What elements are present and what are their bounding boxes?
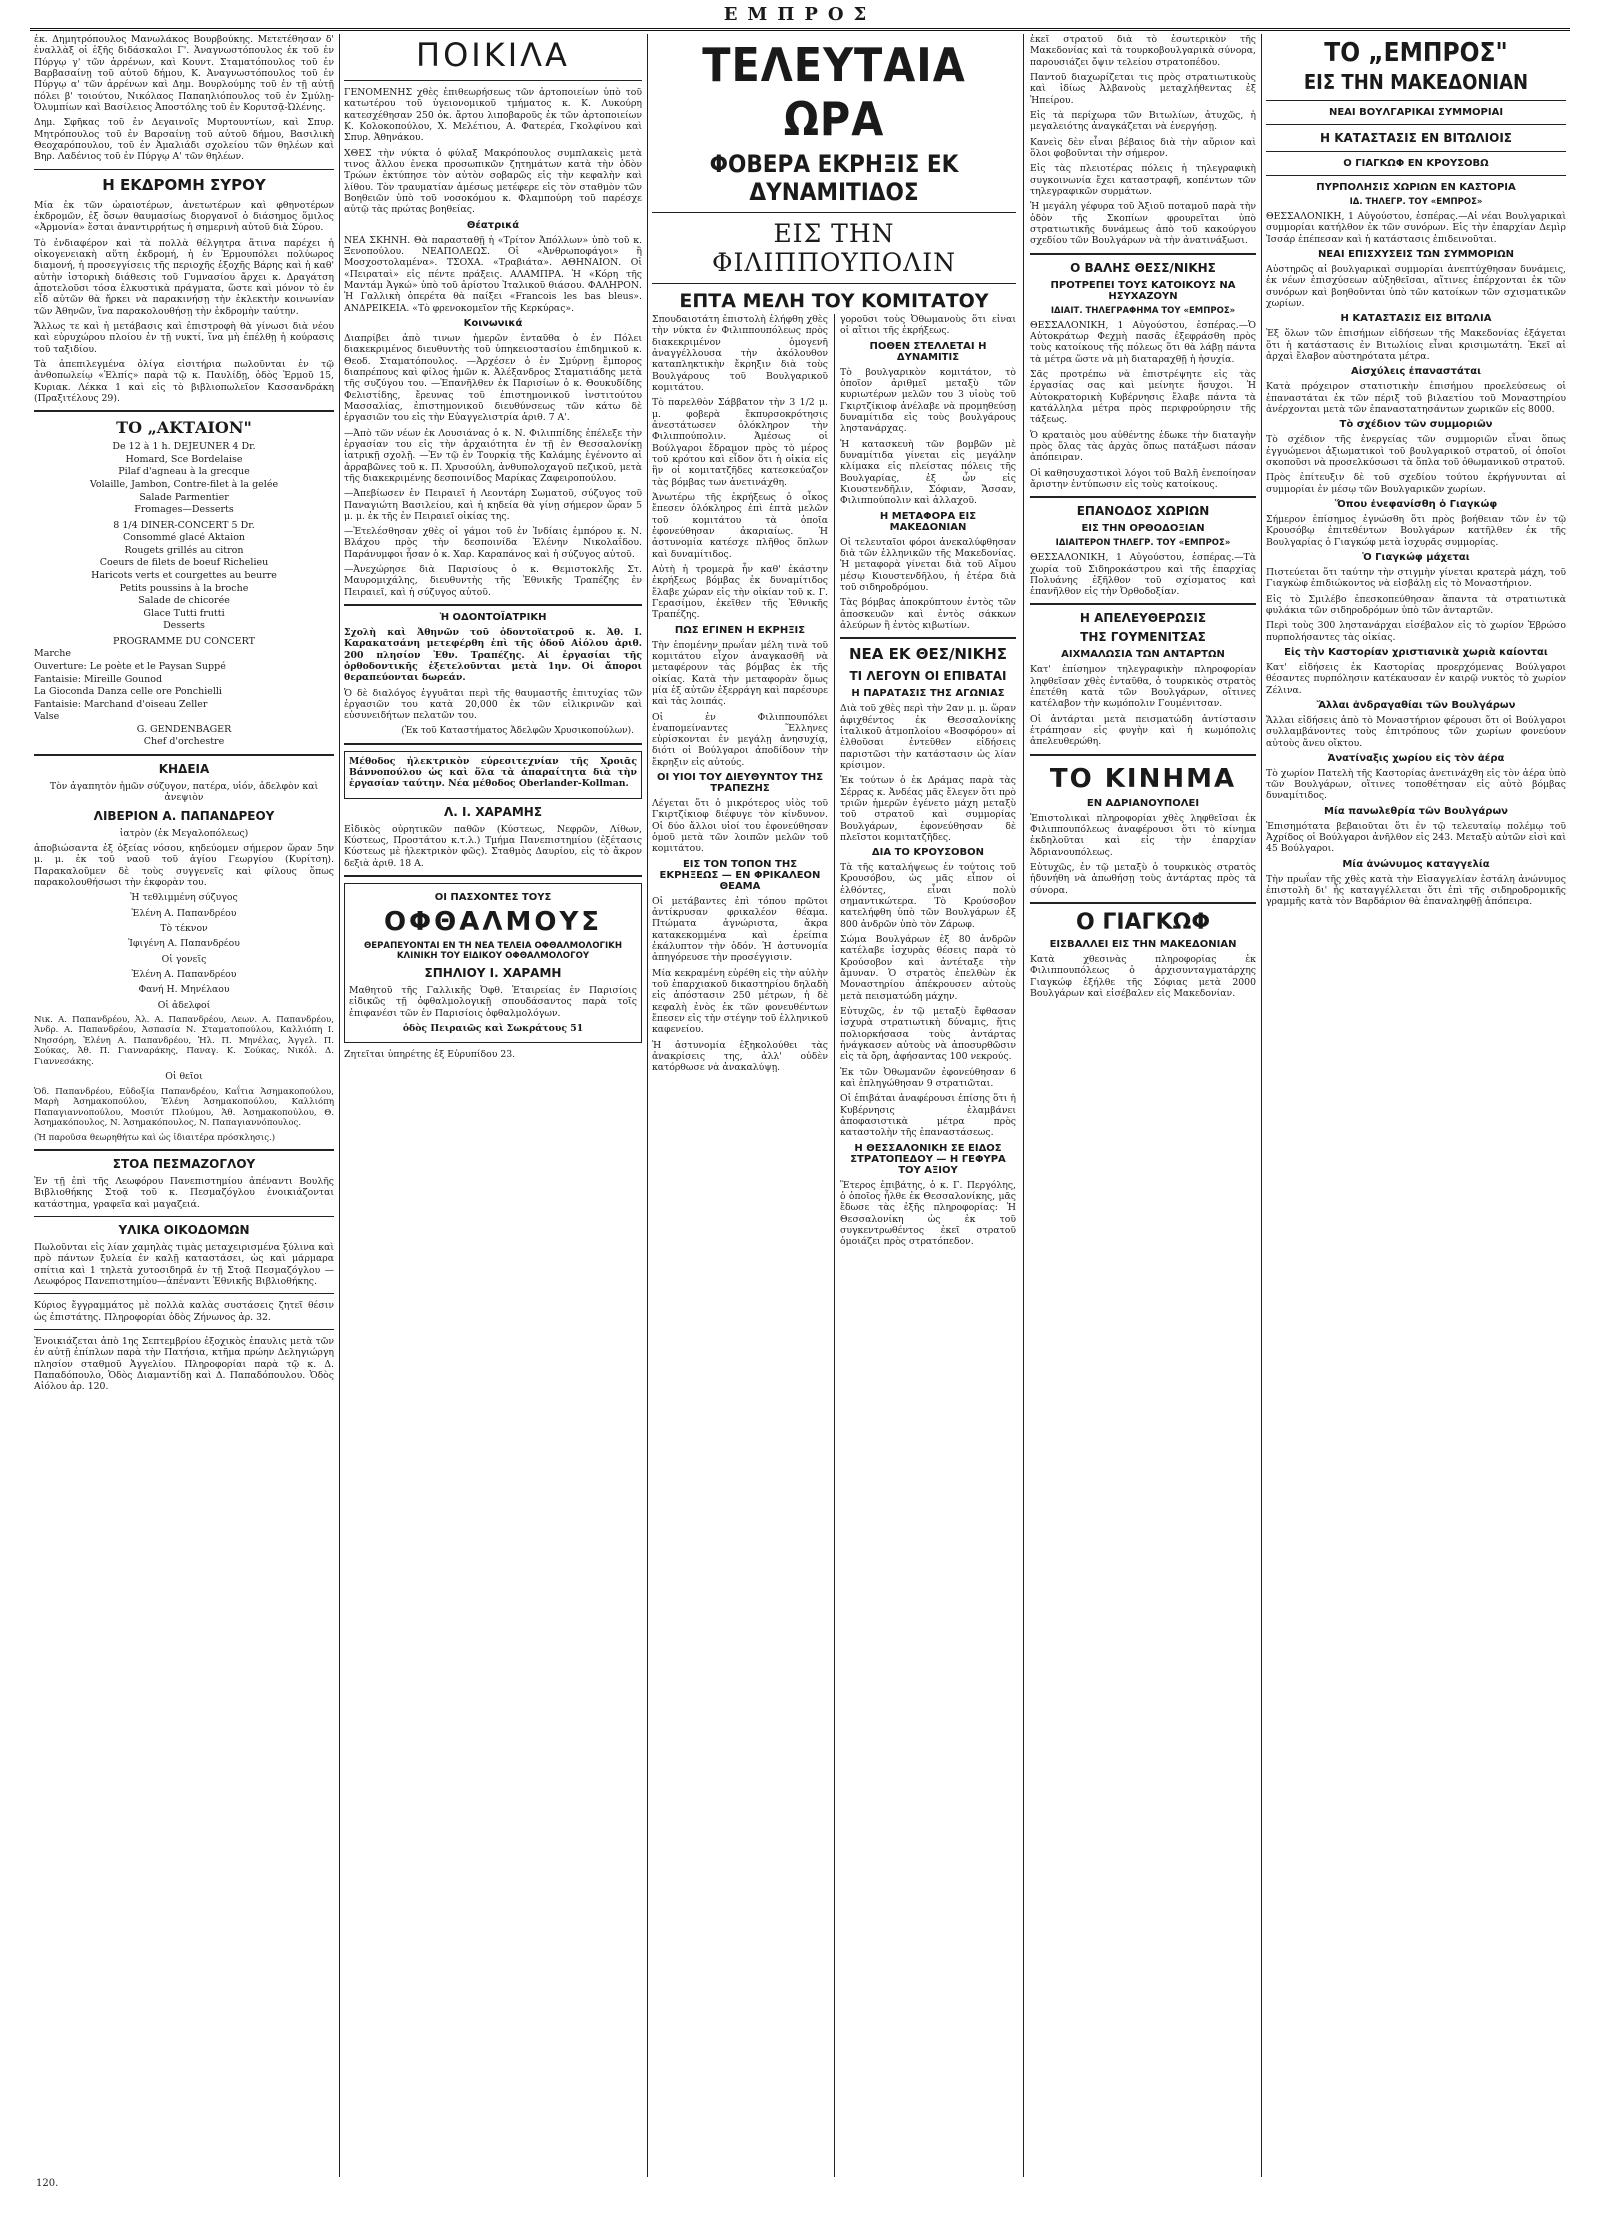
subheadline: Αἰσχύλεις ἐπαναστάται: [1350, 366, 1482, 378]
family-line: Οἱ θεῖοι: [165, 1071, 203, 1083]
deceased-role: ἰατρὸν (ἐκ Μεγαλοπόλεως): [119, 827, 249, 839]
subheadline: ΤΙ ΛΕΓΟΥΝ ΟΙ ΕΠΙΒΑΤΑΙ: [849, 669, 1007, 684]
subheadline: ΟΙ ΥΙΟΙ ΤΟΥ ΔΙΕΥΘΥΝΤΟΥ ΤΗΣ ΤΡΑΠΕΖΗΣ: [656, 772, 824, 795]
menu-heading: De 12 à 1 h. DEJEUNER 4 Dr.: [112, 441, 256, 453]
menu-item: Salade de chicorée: [138, 595, 230, 607]
subheadline: ΙΔ. ΤΗΛΕΓΡ. ΤΟΥ «ΕΜΠΡΟΣ»: [1349, 197, 1483, 207]
article-text: Οἱ ἐπιβάται ἀναφέρουσι ἐπίσης ὅτι ἡ Κυβέρνησις ἐλαμβάνει ἀποφασιστικὰ μέτρα πρὸς καταστολὴν τῆς ἐπαναστάσεως.: [840, 1093, 1016, 1139]
section-theatra: Θέατρικά: [466, 219, 520, 231]
article-text: Οἱ ἐν Φιλιππουπόλει ἐναπομείναντες Ἕλληνες εὑρίσκονται ἐν μεγάλῃ ἀνησυχίᾳ, διότι οἱ Βούλγαροι ἀποδίδουν τὴν ἔκρηξιν εἰς αὐτούς.: [652, 711, 828, 768]
article-text: Οἱ ἀντάρται μετὰ πεισματώδη ἀντίστασιν ἐτράπησαν εἰς φυγὴν καὶ ἡ κωμόπολις ἀπελευθερώθη.: [1030, 713, 1256, 748]
article-text: —Ἀπὸ τῶν νέων ἐκ Λουσιάνας ὁ κ. Ν. Φιλιππίδης ἐπέλεξε τὴν ἐργασίαν του εἰς τὴν ἀρχαιότητα ἐν τῇ ἐν Θεσσαλονίκῃ ἰατρικῇ σχολῇ. —Ἐν τῷ ἐν Τουρκίᾳ τῆς Καλάμης ἐγένοντο αἱ ἀρραβῶνες τοῦ κ. Π. Χρυσούλη, ἀνθυπολοχαγοῦ πεζικοῦ, μετὰ τῆς διακεκριμένης δεσποινίδος Μαρίκας Ζαφειροπούλου.: [344, 427, 642, 484]
article-text: Ὁ δὲ διαλόγος ἐγγυᾶται περὶ τῆς θαυμαστῆς ἐπιτυχίας τῶν ἐργασιῶν του κατὰ 20,000 ἐκ τῶν εἰλικρινῶν καὶ εὐσυνειδήτων πελατῶν του.: [344, 687, 642, 722]
article-text: Οἱ τελευταῖοι φόροι ἀνεκαλύφθησαν διὰ τῶν ἐλληνικῶν τῆς Μακεδονίας. Ἡ μεταφορὰ γίνεται διὰ τοῦ Αἴμου μέσῳ Κιουστενδῆλου, ἡ ἑτέρα διὰ τοῦ σιδηροδρόμου.: [840, 536, 1016, 593]
article-text: Σπουδαιοτάτη ἐπιστολὴ ἐλήφθη χθὲς τὴν νύκτα ἐν Φιλιππουπόλεως πρὸς διακεκριμένον ὁμογενῆ ἀναγγέλλουσα τὴν ἀκόλουθον καταπληκτικὴν ἔκρηξιν διὰ τοὺς Βουλγάρους τοῦ Βουλγαρικοῦ κομιτάτου.: [652, 314, 828, 393]
subheadline: ΠΟΘΕΝ ΣΤΕΛΛΕΤΑΙ Η ΔΥΝΑΜΙΤΙΣ: [869, 340, 987, 363]
page-number: 120.: [36, 2178, 59, 2189]
ad-ophthalmology: [344, 883, 642, 1043]
subheadline: ΠΡΟΤΡΕΠΕΙ ΤΟΥΣ ΚΑΤΟΙΚΟΥΣ ΝΑ ΗΣΥΧΑΖΟΥΝ: [1050, 279, 1236, 302]
article-text: —Ἐτελέσθησαν χθὲς οἱ γάμοι τοῦ ἐν Ἰνδίαις ἐμπόρου κ. Ν. Βλάχου πρὸς τὴν δεσποινίδα Ἑλένην Νικολαΐδου. Παράνυμφοι ἦσαν ὁ κ. Χαρ. Καραπάνος καὶ ἡ σύζυγος αὐτοῦ.: [344, 526, 642, 560]
subheadline: Η ΜΕΤΑΦΟΡΑ ΕΙΣ ΜΑΚΕΔΟΝΙΑΝ: [879, 510, 977, 533]
ad-ofth-sub: ΘΕΡΑΠΕΥΟΝΤΑΙ ΕΝ ΤΗ ΝΕΑ ΤΕΛΕΙΑ ΟΦΘΑΛΜΟΛΟΓΙΚΗ ΚΛΙΝΙΚΗ ΤΟΥ ΕΙΔΙΚΟΥ ΟΦΘΑΛΜΟΛΟΓΟΥ: [363, 941, 623, 962]
article-text: Κατὰ χθεσινὰς πληροφορίας ἐκ Φιλιππουπόλεως ὁ ἀρχισυνταγματάρχης Γιαγκώφ ἐξήλθε τῆς Σόφιας μετὰ 2000 Βουλγάρων καὶ εἰσέβαλεν εἰς Μακεδονίαν.: [1030, 954, 1256, 1000]
article-text: Οἱ καθησυχαστικοὶ λόγοι τοῦ Βαλῆ ἐνεποίησαν ἄριστην ἐντύπωσιν εἰς τοὺς κατοίκους.: [1030, 467, 1256, 490]
article-text: Περὶ τοὺς 300 ληστανάρχαι εἰσέβαλον εἰς τὸ χωρίον Ἐβρώσο πυρπολήσαντες τὰς οἰκίας.: [1266, 620, 1566, 643]
headline-philippoupolis: ΕΙΣ ΤΗΝ ΦΙΛΙΠΠΟΥΠΟΛΙΝ: [711, 219, 956, 277]
article-text: (Ἡ παροῦσα θεωρηθήτω καὶ ὡς ἰδιαιτέρα πρόσκλησις.): [34, 1132, 276, 1143]
subheadline: Η ΚΑΤΑΣΤΑΣΙΣ ΕΙΣ ΒΙΤΩΛΙΑ: [1340, 313, 1492, 325]
article-text: Δημ. Σφῆκας τοῦ ἐν Δεγαινοῖς Μυρτουντίων, καὶ Σπυρ. Μητρόπουλος τοῦ ἐν Βαρσαίνῃ τοῦ αὐτοῦ δήμου, Βασιλικὴ Θεοχαρόπουλου, τοῦ ἐν Ἀμαλιάδι σχολείου τῶν θηλέων καὶ Βηρ. Λαδένιος τοῦ ἐν Πύργῳ Α' τῶν θηλέων.: [34, 117, 334, 163]
headline-vali: Ο ΒΑΛΗΣ ΘΕΣΣ/ΝΙΚΗΣ: [1070, 260, 1216, 275]
headline-empros: ΤΟ „ΕΜΠΡΟΣ": [1324, 38, 1508, 68]
article-text: ΝΕΑ ΣΚΗΝΗ. Θὰ παρασταθῇ ἡ «Τρίτον Ἀπόλλων» ὑπὸ τοῦ κ. Ξενοπούλου. ΝΕΑΠΟΛΕΩΣ. Οἱ «Ἀνθρωποφάγοι» ἢ Μοσχοστολαμένα». ΤΣΟΧΑ. «Τραβιάτα». ΑΘΗΝΑΙΟΝ. Οἱ «Πειραταὶ» εἰς πέντε πράξεις. ΑΛΑΜΠΡΑ. Ἡ «Κόρη τῆς Μαντάμ Ἀγκώ» ὑπὸ τοῦ ἀρίστου Ἰταλικοῦ θιάσου. ΦΑΛΗΡΟΝ. Ἡ Γαλλικὴ ὀπερέτα θὰ παίξει «Francois les bas bleus». ΑΝΔΡΕΙΚΕΙΑ. «Τὸ φρενοκομεῖον τῆς Κερκύρας».: [344, 234, 642, 314]
article-text: Ὁ κραταιὸς μου αὐθέντης ἐδωκε τὴν διαταγὴν πρὸς ὅλας τὰς ἀρχὰς ὅπως πατάξωσι πάσαν ἀπόπειραν.: [1030, 429, 1256, 464]
column-3-body: [652, 314, 1016, 2187]
article-text: Ἡ μεγάλη γέφυρα τοῦ Ἀξιοῦ ποταμοῦ παρὰ τὴν ὁδὸν τῆς Σκοπίων φρουρεῖται ὑπὸ στρατιωτικῆς δυνάμεως ἀπὸ τοῦ κακούργου σχεδίου τῶν Βουλγάρων νὰ τὴν ἀνατινάξωσι.: [1030, 201, 1256, 247]
article-text: Τὴν πρωΐαν τῆς χθὲς κατὰ τὴν Εἰσαγγελίαν ἐστάλη ἀνώνυμος ἐπιστολὴ δι' ἧς καταγγέλλεται ὅτι ἐπὶ τῆς σιδηροδρομικῆς γραμμῆς κατὰ τὸν Βαρδάριον θὰ ἐπαναληφθῇ ἀπόπειρα.: [1266, 873, 1566, 908]
article-text: Παντοῦ διαχωρίζεται τις πρὸς στρατιωτικοὺς καὶ ἰδίως Ἀλβανοὺς μεταχλήθεντας ἐξ Ἠπείρου.: [1030, 71, 1256, 106]
article-text: ΘΕΣΣΑΛΟΝΙΚΗ, 1 Αὐγούστου, ἑσπέρας.—Αἱ νέαι Βουλγαρικαὶ συμμορίαι κατήλθον ἐκ τῶν συνόρων. Εἰς τὴν ἐπαρχίαν Δεμὶρ Ἱσσάρ ἐπέπεσαν καὶ ἡ κατάστασις ἐπιδεινοῦται.: [1266, 211, 1566, 245]
menu-item: Glace Tutti frutti: [143, 607, 225, 619]
subheadline: ΙΔΙΑΙΤΕΡΟΝ ΤΗΛΕΓΡ. ΤΟΥ «ΕΜΠΡΟΣ»: [1055, 538, 1231, 549]
article-text: Ἄλλως τε καὶ ἡ μετάβασις καὶ ἐπιστροφὴ θὰ γίνωσι διὰ νέου καὶ εὐρυχώρου πλοίου ἐν τῇ νυκτί, ἵνα μὴ ἐπέλθῃ ἡ κούρασις τοῦ ταξιδίου.: [34, 320, 334, 355]
article-text: Διὰ τοῦ χθὲς περὶ τὴν 2αν μ. μ. ὥραν ἀφιχθέντος ἐκ Θεσσαλονίκης ἰταλικοῦ ἀτμοπλοίου «Βοσφόρου» αἱ ἐλθοῦσαι ἐντεῦθεν εἰδήσεις παριστῶσι τὴν κατάστασιν ὡς λίαν κρίσιμον.: [840, 703, 1016, 771]
subheadline: Η ΚΑΤΑΣΤΑΣΙΣ ΕΝ ΒΙΤΩΛΙΟΙΣ: [1319, 131, 1513, 145]
article-text: Τὰς βόμβας ἀποκρύπτουν ἐντὸς τῶν ἀποσκευῶν καὶ ἐντὸς σάκκων ἀλεύρων ἢ ἐντὸς κιβωτίων.: [840, 597, 1016, 631]
column-rule: [1261, 34, 1262, 2177]
subheadline: Μία ἀνώνυμος καταγγελία: [1342, 858, 1490, 870]
subheadline: Ἀνατίναξις χωρίου εἰς τὸν ἀέρα: [1327, 752, 1505, 764]
menu-item: Fromages—Desserts: [134, 504, 234, 516]
menu-item: Petits poussins à la broche: [119, 582, 249, 594]
ad-ofth-name: ΣΠΗΛΙΟΥ Ι. ΧΑΡΑΜΗ: [424, 966, 562, 981]
family-line: Ἑλένη Α. Παπανδρέου: [131, 907, 237, 919]
subheadline: ΕΝ ΑΔΡΙΑΝΟΥΠΟΛΕΙ: [1086, 797, 1200, 809]
article-text: Πιστεύεται ὅτι ταύτην τὴν στιγμὴν γίνεται κρατερὰ μάχη, τοῦ Γιαγκὼφ ἐπιδιώκοντος νὰ εἰσβάλῃ εἰς τὸ Μοναστήριον.: [1266, 566, 1566, 590]
article-text: ἐκεῖ στρατοῦ διὰ τὸ ἐσωτερικὸν τῆς Μακεδονίας καὶ τὰ τουρκοβουλγαρικὰ σύνορα, παρουσιάζει ὄψιν τελείου στρατοπέδου.: [1030, 34, 1256, 68]
headline-macedonia: ΕΙΣ ΤΗΝ ΜΑΚΕΔΟΝΙΑΝ: [1303, 70, 1529, 94]
article-text: Ἕτερος ἐπιβάτης, ὁ κ. Γ. Περγόλης, ὁ ὁποῖος ἦλθε ἐκ Θεσσαλονίκης, μᾶς ἔδωσε τὰς ἑξῆς πληροφορίας: Ἡ Θεσσαλονίκη ὡς ἐκ τοῦ συγκεντρωθέντος ἐκεῖ στρατοῦ ὁμοιάζει πρὸς στρατόπεδον.: [840, 1179, 1016, 1248]
ad-ofth-title: ΟΦΘΑΛΜΟΥΣ: [383, 907, 603, 938]
masthead: [30, 4, 1570, 31]
subheadline: Η ΠΑΡΑΤΑΣΙΣ ΤΗΣ ΑΓΩΝΙΑΣ: [851, 688, 1005, 700]
article-text: Εἰς τὰ περίχωρα τῶν Βιτωλίων, ἀτυχῶς, ἡ μεγαλειότης ἀναγκάζεται νὰ ἐνεργήσῃ.: [1030, 109, 1256, 133]
article-text: Ἐπιστολικαὶ πληροφορίαι χθὲς ληφθεῖσαι ἐκ Φιλιππουπόλεως ἀναφέρουσι ὅτι τὸ κίνημα ἐκδηλοῦται καὶ εἰς τὴν ἐπαρχίαν Ἀδριανουπόλεως.: [1030, 812, 1256, 858]
subheadline: Η ΘΕΣΣΑΛΟΝΙΚΗ ΣΕ ΕΙΔΟΣ ΣΤΡΑΤΟΠΕΔΟΥ — Η ΓΕΦΥΡΑ ΤΟΥ ΑΞΙΟΥ: [850, 1142, 1006, 1176]
subheadline: Ἄλλαι ἀνδραγαθίαι τῶν Βουλγάρων: [1316, 699, 1516, 711]
program-item: Valse: [34, 711, 60, 723]
menu-item: Haricots verts et courgettes au beurre: [91, 569, 277, 581]
article-text: Κατ' εἰδήσεις ἐκ Καστορίας προερχόμενας Βούλγαροι θέσαντες πυρπόλησιν κατέκαυσαν ἐν καιρῷ νυκτὸς τὸ χωρίον Ζέλινα.: [1266, 661, 1566, 696]
headline-kinima: ΤΟ ΚΙΝΗΜΑ: [1049, 763, 1237, 794]
article-text: ΓΕΝΟΜΕΝΗΣ χθὲς ἐπιθεωρήσεως τῶν ἀρτοποιείων ὑπὸ τοῦ κατωτέρου τοῦ ὑγειονομικοῦ τμήματος κ. Κ. Λυκούρη κατεσχέθησαν 250 ὀκ. ἄρτου λιποβαροῦς ἐκ τῶν ἀρτοποιείων Κ. Κολοκοπούλου, Χ. Μελέτιου, Α. Φατερέα, Γκολφίνου καὶ Σπυρ. Ἀθηνάκου.: [344, 87, 642, 144]
article-text: Ζητεῖται ὑπηρέτης ἐξ Εὐρυπίδου 23.: [344, 1049, 516, 1061]
article-text: Ἐνοικιάζεται ἀπὸ 1ης Σεπτεμβρίου ἐξοχικὸς ἐπαυλις μετὰ τῶν ἐν αὐτῇ ἐπίπλων παρὰ τὴν Πατήσια, κτῆμα πρώην Δεληγιώργη πλησίον σταθμοῦ Ἀγγελίου. Πληροφορίαι παρὰ τῷ κ. Δ. Παπαδόπουλο, Ὁδὸς Διαμαντίδῃ καὶ Δ. Παπαδόπουλου. Ὁδὸς Αἰόλου ἀρ. 120.: [34, 1336, 334, 1393]
article-text: Ἐπισημότατα βεβαιοῦται ὅτι ἐν τῷ τελευταίῳ πολέμῳ τοῦ Ἀχρίδος οἱ Βούλγαροι ἀνῆλθον εἰς 243. Μεταξὺ αὐτῶν εἰσὶ καὶ 45 Βούλγαροι.: [1266, 820, 1566, 855]
subheadline: ΠΥΡΠΟΛΗΣΙΣ ΧΩΡΙΩΝ ΕΝ ΚΑΣΤΟΡΙΑ: [1316, 182, 1516, 193]
family-line: Τὸ τέκνον: [160, 923, 208, 935]
column-3-left: [652, 314, 828, 2187]
article-text: —Ἀνεχώρησε διὰ Παρισίους ὁ κ. Θεμιστοκλῆς Στ. Μαυρομιχάλης, διευθυντὴς τῆς Ἐθνικῆς Τραπέζης ἐν Πειραιεῖ, καὶ ἡ σύζυγος αὐτοῦ.: [344, 564, 642, 598]
article-text: Διαπρίβει ἀπὸ τινων ἡμερῶν ἐνταῦθα ὁ ἐν Πόλει διακεκριμένος διευθυντὴς τοῦ ὑπηκειοστασίου ἐπιδημικοῦ κ. Θεοδ. Σταματόπουλος. —Ἀρχέσεν ὁ ἐν Σμύρνῃ ἔμπορος διαπρέπους καὶ φίλος ἡμῶν κ. Ἀλέξανδρος Σταματιάδης μετὰ τῆς συζύγου του. —Ἐπανῆλθεν ἐκ Παρισίων ὁ κ. Θουκυδίδης Φελιστίδης, ἔρευνας τοῦ ἐπιστημονικοῦ ἰνστιτούτου Μασσαλίας, ἐπιστημονικοῦ διευθύνσεως τῶν κάτω δὲ ἐργασιῶν του εἰς τὴν Εὐαγγελιστρία ἀριθ. 7 Α'.: [344, 332, 642, 424]
article-text: Τὸ σχέδιον τῆς ἐνεργείας τῶν συμμοριῶν εἶναι ὅπως ἐγγυώμενοι ἀξιωματικοὶ τοῦ βουλγαρικοῦ στρατοῦ, οἱ ὁποῖοι σκοποῦσι νὰ προσελκύσωσι τὰ ὅπλα τοῦ ὀθωμανικοῦ στρατοῦ.: [1266, 434, 1566, 468]
article-text: Πωλοῦνται εἰς λίαν χαμηλὰς τιμὰς μεταχειρισμένα ξύλινα καὶ πρὸ πάντων ξυλεία ἐν καλῇ καταστάσει, ὡς καὶ μάρμαρα σπίτια καὶ 1 τηλετὰ χυτοσιδηρᾶ ἐν τῇ Στοᾷ Πεσμαζόγλου — Λεωφόρος Πανεπιστημίου—ἀπέναντι Ἐθνικῆς Βιβλιοθήκης.: [34, 1242, 334, 1288]
column-3-headlines: [652, 34, 1016, 314]
program-item: Marche: [34, 648, 71, 660]
program-item: La Gioconda Danza celle ore Ponchielli: [34, 686, 222, 698]
headline-kideia: ΚΗΔΕΙΑ: [158, 762, 210, 777]
aktaion-menu: [34, 418, 334, 748]
headline-apeleftherosis: Η ΑΠΕΛΕΥΘΕΡΩΣΙΣ: [1079, 611, 1207, 626]
subheadline: Ὅπου ἐνεφανίσθη ὁ Γιαγκώφ: [1334, 498, 1498, 510]
headline-ylika: ΥΛΙΚΑ ΟΙΚΟΔΟΜΩΝ: [118, 1223, 250, 1238]
article-text: Τὰ ἀπεπιλεγμένα ὀλίγα εἰσιτήρια πωλοῦνται ἐν τῷ ἀνθοπωλείῳ «Ἐλπίς» παρὰ τῷ κ. Παυλίδῃ, ὁδὸς Ἑρμοῦ 15, Κυριακ. Λέκκα 1 καὶ εἰς τὸ βιβλιοπωλεῖον Κασσανδράκη (Πραξιτέλους 29).: [34, 358, 334, 404]
column-4: [1030, 34, 1256, 2187]
article-text: Μία ἐκ τῶν ὡραιοτέρων, ἀνετωτέρων καὶ φθηνοτέρων ἐκδρομῶν, ἐξ ὅσων θαυμασίως διοργανοῖ ὁ διάσημος ὅμιλος «Ἀρμονία» ἔσται ἀναντιρρήτως ἡ σημερινὴ αὐτοῦ διὰ Σύρου.: [34, 199, 334, 234]
menu-item: Coeurs de filets de boeuf Richelieu: [99, 557, 269, 569]
article-text: Κατ' ἐπίσημον τηλεγραφικὴν πληροφορίαν ληφθεῖσαν χθὲς ἐνταῦθα, ὁ τουρκικὸς στρατὸς ἐπετέθη κατὰ τῶν Βουλγάρων, οἵτινες κατέλαβον τὴν κωμόπολιν Γουμένιτσαν.: [1030, 664, 1256, 710]
article-text: Τὸ χωρίον Πατελὴ τῆς Καστορίας ἀνετινάχθη εἰς τὸν ἀέρα ὑπὸ τῶν Βουλγάρων, οἵτινες τοποθέτησαν εἰς αὐτὸ βόμβας δυναμίτιδος.: [1266, 767, 1566, 802]
column-3-right: [840, 314, 1016, 2187]
column-5: [1266, 34, 1566, 2187]
article-text: ΧΘΕΣ τὴν νύκτα ὁ φύλαξ Μακρόπουλος συμπλακεὶς μετὰ τινος ἄλλου ἐνεκα προσωπικῶν ζητημάτων κατὰ τὴν ὁδὸν Τρώων ἐκτύπησε τὸν αὐτὸν σοβαρῶς εἰς τὴν κεφαλὴν καὶ λίθου. Τὸν τραυματίαν ἀμέσως μετέφερε εἰς τὸν σταθμὸν τῶν Βοηθειῶν ὑπὸ τοῦ νοσοκόμου κ. Φλαμπούρη τοῦ παρέσχε αὐτῷ τὰς πρώτας βοηθείας.: [344, 147, 642, 216]
subheadline: Εἰς τὴν Καστορίαν χριστιανικὰ χωριὰ καίονται: [1284, 646, 1548, 658]
subheadline: ΠΩΣ ΕΓΙΝΕΝ Η ΕΚΡΗΞΙΣ: [674, 624, 806, 636]
article-text: Λέγεται ὅτι ὁ μικρότερος υἱὸς τοῦ Γκιρτζίκιοφ διέφυγε τὸν κίνδυνον. Οἱ δύο ἄλλοι υἱοί του ἐφονεύθησαν ὁμοῦ μετὰ τῶν λοιπῶν μελῶν τοῦ κομιτάτου.: [652, 798, 828, 855]
menu-item: Salade Parmentier: [139, 491, 229, 503]
article-text: γοροῦσι τοὺς Ὀθωμανοὺς ὅτι εἶναι οἱ αἴτιοι τῆς ἐκρήξεως.: [840, 314, 1016, 337]
article-text: Ἐκ τῶν Ὀθωμανῶν ἐφονεύθησαν 6 καὶ ἐπληγώθησαν 9 στρατιῶται.: [840, 1066, 1016, 1090]
headline-pesmazoglou: ΣΤΟΑ ΠΕΣΜΑΖΟΓΛΟΥ: [112, 1157, 256, 1172]
deceased-name: ΛΙΒΕΡΙΟΝ Α. ΠΑΠΑΝΔΡΕΟΥ: [93, 808, 275, 823]
article-text: Ὁδ. Παπανδρέου, Εὐδοξία Παπανδρέου, Καΐτια Ἀσημακοπούλου, Μαρὴ Ἀσημακοπούλου, Ἑλένη Ἀσημακοπούλου, Καλλιόπη Παπαγιαννοπούλου, Μοσιύτ Πλούμου, Ἀθ. Ἀσημακοπούλου, Θ. Ἀσημακόπουλος, Ν. Ἀσημακόπουλος, Ν. Παπαγιαννόπουλος.: [34, 1086, 334, 1129]
ad-ofth-address: ὁδὸς Πειραιῶς καὶ Σωκράτους 51: [402, 1023, 584, 1034]
ad-vannopoulos: [344, 751, 642, 799]
article-text: Σώμα Βουλγάρων ἐξ 80 ἀνδρῶν κατέλαβε ἰσχυρὰς θέσεις παρὰ τὸ Κρούσοβον καὶ ἀντέταξε τὴν ἄμυναν. Ὁ στρατὸς ἐπελθὼν ἐκ Μοναστηρίου ἀπέκρουσεν αὐτοὺς μετὰ πεισματώδη μάχην.: [840, 934, 1016, 1002]
subheadline: ΙΔΙΑΙΤ. ΤΗΛΕΓΡΑΦΗΜΑ ΤΟΥ «ΕΜΠΡΟΣ»: [1050, 305, 1236, 316]
menu-item: Homard, Sce Bordelaise: [125, 453, 243, 465]
article-text: Εὐτυχῶς, ἐν τῷ μεταξὺ ἔφθασαν ἰσχυρὰ στρατιωτικὴ δύναμις, ἥτις πολιορκήσασα τοὺς ἀντάρτας ἠνάγκασεν αὐτοὺς νὰ ἀποσυρθῶσιν εἰς τὰ ὄρη, ἀφήσαντας 100 νεκρούς.: [840, 1006, 1016, 1063]
subheadline: ΝΕΑΙ ΕΠΙΣΧΥΣΕΙΣ ΤΩΝ ΣΥΜΜΟΡΙΩΝ: [1317, 248, 1515, 260]
headline-giagkof: Ο ΓΙΑΓΚΩΦ: [1075, 910, 1211, 936]
article-text: Κατὰ πρόχειρον στατιστικὴν ἐπισήμου προελεύσεως οἱ ἐπαναστάται ἐκ τῶν πέριξ τοῦ βιλαετίου τοῦ Μοναστηρίου ἀνέρχονται μετὰ τῶν ἐπαναστατησάντων χωρικῶν εἰς 8000.: [1266, 381, 1566, 415]
column-1: [34, 34, 334, 2187]
article-text: Ἀνωτέρω τῆς ἐκρήξεως ὁ οἶκος ἔπεσεν ὁλόκληρος ἐπὶ ἑπτὰ μελῶν τοῦ κομιτάτου τὰ ὁποῖα ἐφονεύθησαν ἀκαριαίως. Ἡ ἀστυνομία κατέσχε πλῆθος ὅπλων καὶ δυναμίτιδος.: [652, 491, 828, 560]
article-text: Τὸ βουλγαρικὸν κομιτάτον, τὸ ὁποῖον ἀριθμεῖ μεταξὺ τῶν κυριωτέρων μελῶν του 3 υἱοὺς τοῦ Γκιρτζίκιοφ ἀνέλαβε νὰ προμηθεύσῃ δυναμίτιδα εἰς τοὺς βουλγάρους ληστανάρχας.: [840, 366, 1016, 435]
subheadline: Ὁ Γιαγκώφ μάχεται: [1362, 551, 1470, 563]
ad-signature: (Ἐκ τοῦ Καταστήματος Ἀδελφῶν Χρυσικοπούλων).: [401, 725, 634, 736]
article-text: Εὐτυχῶς, ἐν τῷ μεταξὺ ὁ τουρκικὸς στρατὸς ἠδυνήθη νὰ ἀπωθήσῃ τοὺς ἀντάρτας πρὸς τὰ σύνορα.: [1030, 862, 1256, 896]
article-text: Τὰ τῆς καταλήψεως ἐν τούτοις τοῦ Κρουσόβου, ὡς μᾶς εἶπον οἱ ἐλθόντες, εἶναι πολὺ σημαντικώτερα. Τὸ Κρούσοβον κατελήφθη ὑπὸ τῶν Βουλγάρων ἐξ 800 ἀνδρῶν ὑπὸ τὸν Ζάρωφ.: [840, 862, 1016, 930]
family-line: Οἱ ἀδελφοί: [157, 999, 211, 1011]
program-title: PROGRAMME DU CONCERT: [113, 635, 255, 647]
subheadline: ΤΗΣ ΓΟΥΜΕΝΙΤΣΑΣ: [1080, 630, 1206, 645]
article-text: Μία κεκραμένη εὑρέθη εἰς τὴν αὐλὴν τοῦ ἐπαρχιακοῦ δικαστηρίου δηλαδὴ εἰς ἀπόστασιν 250 μέτρων, ἡ δὲ κεφαλὴ ἑνὸς ἐκ τῶν φονευθέντων ἔπεσεν εἰς τὴν στέγην τοῦ ἐλληνικοῦ καφενείου.: [652, 967, 828, 1036]
article-text: Εἰδικὸς οὐρητικῶν παθῶν (Κύστεως, Νεφρῶν, Λίθων, Κύστεως, Προστάτου κ.τ.λ.) Τμήμα Πανεπιστημίου (ἐξέτασις Κύστεως μὲ ἠλεκτρικὸν φῶς). Σταθμὸς Δαυρίου, εἰς τὸ ἄκρον δεξιὰ ἀριθ. 18 Α.: [344, 823, 642, 869]
article-text: Τὴν ἑπομένην πρωΐαν μέλη τινὰ τοῦ κομιτάτου εἶχον ἀναγκασθῆ νὰ μεταφέρουν τὰς βόμβας ἐκ τῆς οἰκίας. Κατὰ τὴν μεταφορὰν ὅμως μία ἐξ αὐτῶν ἐξερράγη καὶ παρέσυρε καὶ τὰς λοιπάς.: [652, 639, 828, 708]
ad-xaramis-title: Λ. Ι. ΧΑΡΑΜΗΣ: [443, 804, 543, 819]
aktaion-title: ΤΟ „ΑΚΤΑΙΟΝ": [116, 418, 252, 438]
article-text: Αὐτὴ ἡ τρομερὰ ἦν καθ' ἐκάστην ἐκρήξεως βόμβας ἐκ δυναμίτιδος ἔλαβε χώραν εἰς τὴν οἰκίαν τοῦ κ. Γ. Γερασίμου, ἐκεῖθεν τῆς Ἐθνικῆς Τραπέζης.: [652, 563, 828, 621]
article-text: Κύριος ἔγγραμμάτος μὲ πολλὰ καλὰς συστάσεις ζητεῖ θέσιν ὡς ἐπιστάτης. Πληροφορίαι ὁδὸς Ζήνωνος ἀρ. 32.: [34, 1300, 334, 1323]
menu-item: Rougets grillés au citron: [124, 544, 244, 556]
article-text: ἀποβιώσαντα ἐξ ὀξείας νόσου, κηδεύομεν σήμερον ὥραν 5ην μ. μ. ἐκ τοῦ ναοῦ τοῦ ἁγίου Γεωργίου (Κυρίτση). Παρακαλοῦμεν δὲ τοὺς συγγενεῖς καὶ φίλους ὅπως παρακολουθήσωσι τὴν ἐκφορὰν του.: [34, 843, 334, 889]
headline-poikila: ΠΟΙΚΙΛΑ: [416, 36, 570, 74]
article-text: ΘΕΣΣΑΛΟΝΙΚΗ, 1 Αὐγούστου, ἑσπέρας.—Ὁ Αὐτοκράτωρ Φεχμὴ πασᾶς ἐξεφράσθη πρὸς τοὺς κατοίκους τῆς πόλεως ὅτι θὰ λάβῃ πάντα τὰ μέτρα ὥστε νὰ μὴ διαταραχθῇ ἡ ἡσυχία.: [1030, 319, 1256, 365]
article-text: Ἐν τῇ ἐπὶ τῆς Λεωφόρου Πανεπιστημίου ἀπέναντι Βουλῆς Βιβλιοθήκης Στοᾷ τοῦ κ. Πεσμαζόγλου ἐνοικιάζονται κατάστημα, γραφεῖα καὶ μαγαζειά.: [34, 1176, 334, 1210]
program-item: Fantaisie: Marchand d'oiseau Zeller: [34, 698, 208, 710]
menu-item: Desserts: [163, 620, 205, 632]
subheadline: Μία πανωλεθρία τῶν Βουλγάρων: [1324, 805, 1508, 817]
article-text: Μαθητοῦ τῆς Γαλλικῆς Ὀφθ. Ἑταιρείας ἐν Παρισίοις εἰδικῶς τῇ ὀφθαλμολογικῇ σπουδάσαντος παρὰ τοῖς ἐπιφανέσι τῶν ἐν Παρισίοις ὀφθαλμολόγων.: [349, 985, 637, 1019]
subheadline: ΕΙΣΒΑΛΛΕΙ ΕΙΣ ΤΗΝ ΜΑΚΕΔΟΝΙΑΝ: [1049, 939, 1237, 951]
headline-members: ΕΠΤΑ ΜΕΛΗ ΤΟΥ ΚΟΜΙΤΑΤΟΥ: [679, 290, 989, 312]
article-text: Κανεὶς δὲν εἶναι βέβαιος διὰ τὴν αὔριον καὶ ὅλοι φοβοῦνται τὴν σήμερον.: [1030, 136, 1256, 159]
article-text: Ἡ κατασκευὴ τῶν βομβῶν μὲ δυναμίτιδα γίνεται εἰς μεγάλην κλίμακα εἰς πλείστας πόλεις τῆς Βουλγαρίας, ἐξ ὧν εἰς Κιουστενδῆλιν, Σόφιαν, Ἄσσαν, Φιλιππούπολιν καὶ ἀλλαχοῦ.: [840, 438, 1016, 507]
family-line: Φανή Η. Μηνέλαου: [138, 984, 230, 996]
menu-item: Volaille, Jambon, Contre-filet à la gelée: [89, 478, 279, 490]
newspaper-title: ΕΜΠΡΟΣ: [723, 4, 877, 25]
article-text: ἐκ. Δημητρόπουλος Μανωλάκος Βουρβούκης. Μετετέθησαν δ' ἐναλλὰξ οἱ ἑξῆς διδάσκαλοι Γ'. Ἀναγνωστόπουλος ἐκ τοῦ ἐν Πύργῳ γ' τῶν ἀρρένων, καὶ Κουντ. Σταματόπουλος τοῦ ἐν Βαρβασαίνῃ τοῦ αὐτοῦ δήμου, Κ. Ἀναγνωστόπουλος τοῦ ἐν Πύργῳ α' τῶν ἀρρένων καὶ Δημ. Βουρλούμης τοῦ ἐν τῇ αὐτῇ πόλει β' τοιούτου, Νικόλαος Παπαηλιόπουλος τοῦ ἐν Σμύλῃ-Ὀλυμπίων καὶ Βασίλειος Ἀποστόλης τοῦ ἐν Κορυτσᾷ-Ὠλένης.: [34, 34, 334, 113]
article-text: Οἱ μετάβαντες ἐπὶ τόπου πρῶτοι ἀντίκρυσαν φρικαλέον θέαμα. Πτώματα ἀγνώριστα, ἄκρα κατακεκομμένα καὶ ἐρείπια ἐκάλυπτον τὴν ὁδόν. Ἡ ἀστυνομία ἀπηγόρευσε τὴν προσέγγισιν.: [652, 895, 828, 964]
subheadline: ΔΙΑ ΤΟ ΚΡΟΥΣΟΒΟΝ: [871, 847, 985, 859]
subheadline: ΝΕΑΙ ΒΟΥΛΓΑΡΙΚΑΙ ΣΥΜΜΟΡΙΑΙ: [1328, 107, 1504, 118]
headline-syros: Η ΕΚΔΡΟΜΗ ΣΥΡΟΥ: [102, 175, 266, 194]
program-item: Ouverture: Le poète et le Paysan Suppé: [34, 661, 226, 673]
subheadline: ΕΙΣ ΤΟΝ ΤΟΠΟΝ ΤΗΣ ΕΚΡΗΞΕΩΣ — ΕΝ ΦΡΙΚΑΛΕΟΝ ΘΕΑΜΑ: [659, 858, 821, 892]
article-text: Ἡ ἀστυνομία ἐξηκολούθει τὰς ἀνακρίσεις της, ἀλλ' οὐδὲν κατόρθωσε νὰ ἀνακαλύψῃ.: [652, 1039, 828, 1074]
article-text: Τὸ ἐνδιαφέρον καὶ τὰ πολλὰ θέλγητρα ἅτινα παρέχει ἡ οἰκογενειακὴ αὕτη ἐκδρομή, ἡ ἐν Ἑρμουπόλει πολύωρος διαμονή, ἡ προσεγγίσεις τῆς περιοχῆς ἐξοχῆς Βάρης καὶ ἡ καθ' αὐτὴν ἱστορικὴ διάθεσις τοῦ Γυμνασίου ἄρχει κ. Δραγάτση ἀποτελοῦσι τόσα ἐλκυστικὰ πράγματα, ὥστε καὶ μόνον τὸ ἐν εἶδ αὐτῶν θὰ ἤρκει νὰ παρακινήσῃ τὴν ἐκλεκτὴν κοινωνίαν τῶν Ἀθηνῶν, ἵνα παρακολουθήσῃ τὴν ἐκδρομὴν ταύτην.: [34, 237, 334, 317]
program-item: Fantaisie: Mireille Gounod: [34, 673, 163, 685]
ad-ofth-top: ΟΙ ΠΑΣΧΟΝΤΕΣ ΤΟΥΣ: [434, 892, 552, 904]
subheadline: Τὸ σχέδιον τῶν συμμοριῶν: [1339, 419, 1493, 431]
subheadline: ΑΙΧΜΑΛΩΣΙΑ ΤΩΝ ΑΝΤΑΡΤΩΝ: [1061, 649, 1225, 661]
column-rule: [647, 34, 648, 2177]
headline-main: ΤΕΛΕΥΤΑΙΑ ΩΡΑ: [702, 38, 966, 146]
family-line: Ἰφιγένη Α. Παπανδρέου: [128, 938, 240, 950]
article-text: Αὐστηρῶς αἱ βουλγαρικαὶ συμμορίαι ἀνεπτύχθησαν δυνάμεις, ἐκ νέων ἐπισχύσεων αὐξηθεῖσαι, αἵτινες ἐπέρχονται ἐκ τῶν συνόρων καὶ βοηθοῦνται ὑπὸ τῶν κατοίκων τῶν σχισματικῶν χωρίων.: [1266, 263, 1566, 309]
article-text: Εἰς τὰς πλειοτέρας πόλεις ἡ τηλεγραφικὴ συγκοινωνία ἔχει καταστραφῆ, κοπέντων τῶν τηλεγραφικῶν συρμάτων.: [1030, 163, 1256, 197]
headline-thessaloniki: ΝΕΑ ΕΚ ΘΕΣ/ΝΙΚΗΣ: [848, 645, 1007, 664]
column-rule: [339, 34, 340, 2177]
family-line: Ἡ τεθλιμμένη σύζυγος: [130, 892, 238, 904]
family-line: Οἱ γονεῖς: [161, 953, 207, 965]
subheadline: Ο ΓΙΑΓΚΩΦ ΕΝ ΚΡΟΥΣΟΒΩ: [1343, 158, 1489, 169]
subheadline: ΕΙΣ ΤΗΝ ΟΡΘΟΔΟΞΙΑΝ: [1081, 523, 1205, 535]
column-rule: [1023, 34, 1024, 2177]
article-text: —Ἀπεβίωσεν ἐν Πειραιεῖ ἡ Λεοντάρη Σωματοῦ, σύζυγος τοῦ Παναγιώτη Βασιλείου, καὶ ἡ κηδεία θὰ γίνῃ σήμερον ὥραν 5 μ. μ. ἐκ τῆς ἐν Πειραιεῖ οἰκίας της.: [344, 488, 642, 522]
article-text: Εἰς τὸ Σμιλέβο ἐπεσκοπεύθησαν ἅπαντα τὰ στρατιωτικὰ φυλάκια τῶν σιδηροδρόμων ὑπὸ τῶν ἀνταρτῶν.: [1266, 593, 1566, 616]
section-koinonika: Κοινωνικά: [463, 317, 523, 329]
article-text: Σχολὴ καὶ Ἀθηνῶν τοῦ ὀδοντοϊατροῦ κ. Ἀθ. Ι. Καρακατσάνη μετεφέρθη ἐπὶ τῆς ὁδοῦ Αἰόλου ἀριθ. 200 πλησίον Ἐθν. Τραπέζης. Αἱ ἐργασίαι τῆς ὀρθοδοντικῆς ἐξετελοῦνται μετὰ 1ην. Οἱ ἄποροι θεραπεύονται δωρεάν.: [344, 627, 642, 684]
article-text: ΘΕΣΣΑΛΟΝΙΚΗ, 1 Αὐγούστου, ἑσπέρας.—Τὰ χωρία τοῦ Σιδηροκάστρου καὶ τῆς ἐπαρχίας Πολυάνης ἐξῆλθον τοῦ σχίσματος καὶ ἐπανῆλθον εἰς τὴν Ὀρθοδοξίαν.: [1030, 552, 1256, 598]
article-text: Σήμερον ἐπίσημος ἐγνώσθη ὅτι πρὸς βοήθειαν τῶν ἐν τῷ Κρουσόβῳ ἐπιτεθέντων Βουλγάρων κατῆλθεν ἐκ τῆς Βουλγαρίας ὁ Γιαγκώφ μετὰ ἰσχυρᾶς συμμορίας.: [1266, 513, 1566, 548]
article-text: Σᾶς προτρέπω νὰ ἐπιστρέψητε εἰς τὰς ἐργασίας σας καὶ μείνητε ἥσυχοι. Ἡ Αὐτοκρατορικὴ Κυβέρνησις ἔλαβε πάντα τὰ κατάλληλα μέτρα πρὸς περιφρούρησιν τῆς τάξεως.: [1030, 368, 1256, 426]
menu-item: Consommé glacé Aktaion: [122, 532, 246, 544]
article-text: Ἐκ τούτων ὁ ἐκ Δράμας παρὰ τὰς Σέρρας κ. Ἀνδέας μᾶς ἔλεγεν ὅτι πρὸ τριῶν ἡμερῶν ἐγένετο μάχη μεταξὺ τοῦ στρατοῦ καὶ συμμορίας Βουλγάρων, ἐφονεύθησαν δὲ πλεῖστοι κομιτατζῆδες.: [840, 775, 1016, 843]
signature: G. GENDENBAGER: [136, 723, 232, 735]
article-text: Πρὸς ἐπίτευξιν δὲ τοῦ σχεδίου τούτου ἐκρήγνυνται αἱ συμμορίαι ἐν μέσῳ τῶν Βουλγαρικῶν χωρίων.: [1266, 472, 1566, 495]
ad-dental-title: Ἡ ΟΔΟΝΤΟΪΑΤΡΙΚΗ: [439, 612, 547, 624]
column-2: [344, 34, 642, 2187]
article-text: Τὸν ἀγαπητὸν ἡμῶν σύζυγον, πατέρα, υἱόν, ἀδελφὸν καὶ ἀνεψιὸν: [49, 781, 319, 804]
article-text: Νικ. Α. Παπανδρέου, Ἀλ. Α. Παπανδρέου, Λεων. Α. Παπανδρέου, Ἀνδρ. Α. Παπανδρέου, Ἀσπασία Ν. Σταματοπούλου, Καλλιόπη Ι. Νησσόρη, Ἑλένη Α. Παπανδρέου, Ἠλ. Π. Μηνέλας, Ἀγγελ. Π. Σούκας, Ἀθ. Π. Γιανναράκης, Παναγ. Κ. Σούκας, Νικόλ. Δ. Γιαννεσάκης.: [34, 1014, 334, 1067]
headline-epanodos: ΕΠΑΝΟΔΟΣ ΧΩΡΙΩΝ: [1076, 504, 1210, 519]
article-text: Τὸ παρελθὸν Σάββατον τὴν 3 1/2 μ. μ. φοβερὰ ἔκπυρσοκρότησις ἀνεστάτωσεν ὁλόκληρον τὴν Φιλιππούπολιν. Ἀμέσως οἱ Βούλγαροι ἔδραμον πρὸς τὸ μέρος τοῦ κρότου καὶ εἶδον ὅτι ἡ οἰκία εἰς ἣν οἱ κομιτατζῆδες κατεσκεύαζον τὰς βόμβας των ἀνετινάχθη.: [652, 397, 828, 488]
headline-explosion: ΦΟΒΕΡΑ ΕΚΡΗΞΙΣ ΕΚ ΔΥΝΑΜΙΤΙΔΟΣ: [709, 150, 959, 206]
family-line: Ἑλένη Α. Παπανδρέου: [131, 969, 237, 980]
article-text: Μέθοδος ἠλεκτρικὸν εὐρεσιτεχνίαν τῆς Χροιᾶς Βάννοπούλου ὡς καὶ ὅλα τὰ ἀπαραίτητα διὰ τὴν ἐργασίαν ταύτην. Νέα μέθοδος Oberlander-Kollman.: [349, 755, 637, 790]
menu-item: Pilaf d'agneau à la grecque: [118, 466, 250, 478]
article-text: Ἐξ ὅλων τῶν ἐπισήμων εἰδήσεων τῆς Μακεδονίας ἐξάγεται ὅτι ἡ κατάστασις ἐν Βιτωλίοις εἶναι κρισιμωτάτη. Ἐκεῖ αἱ ἀρχαὶ ἔλαβον αὐστηρότατα μέτρα.: [1266, 328, 1566, 362]
article-text: Ἄλλαι εἰδήσεις ἀπὸ τὸ Μοναστήριον φέρουσι ὅτι οἱ Βούλγαροι συλλαμβάνοντες τοὺς ἐπιτρόπους τῶν χωρίων φονεύουν αὐτοὺς ἄνευ οἴκτου.: [1266, 714, 1566, 749]
signature-role: Chef d'orchestre: [143, 736, 225, 748]
menu-heading: 8 1/4 DINER-CONCERT 5 Dr.: [113, 519, 255, 531]
